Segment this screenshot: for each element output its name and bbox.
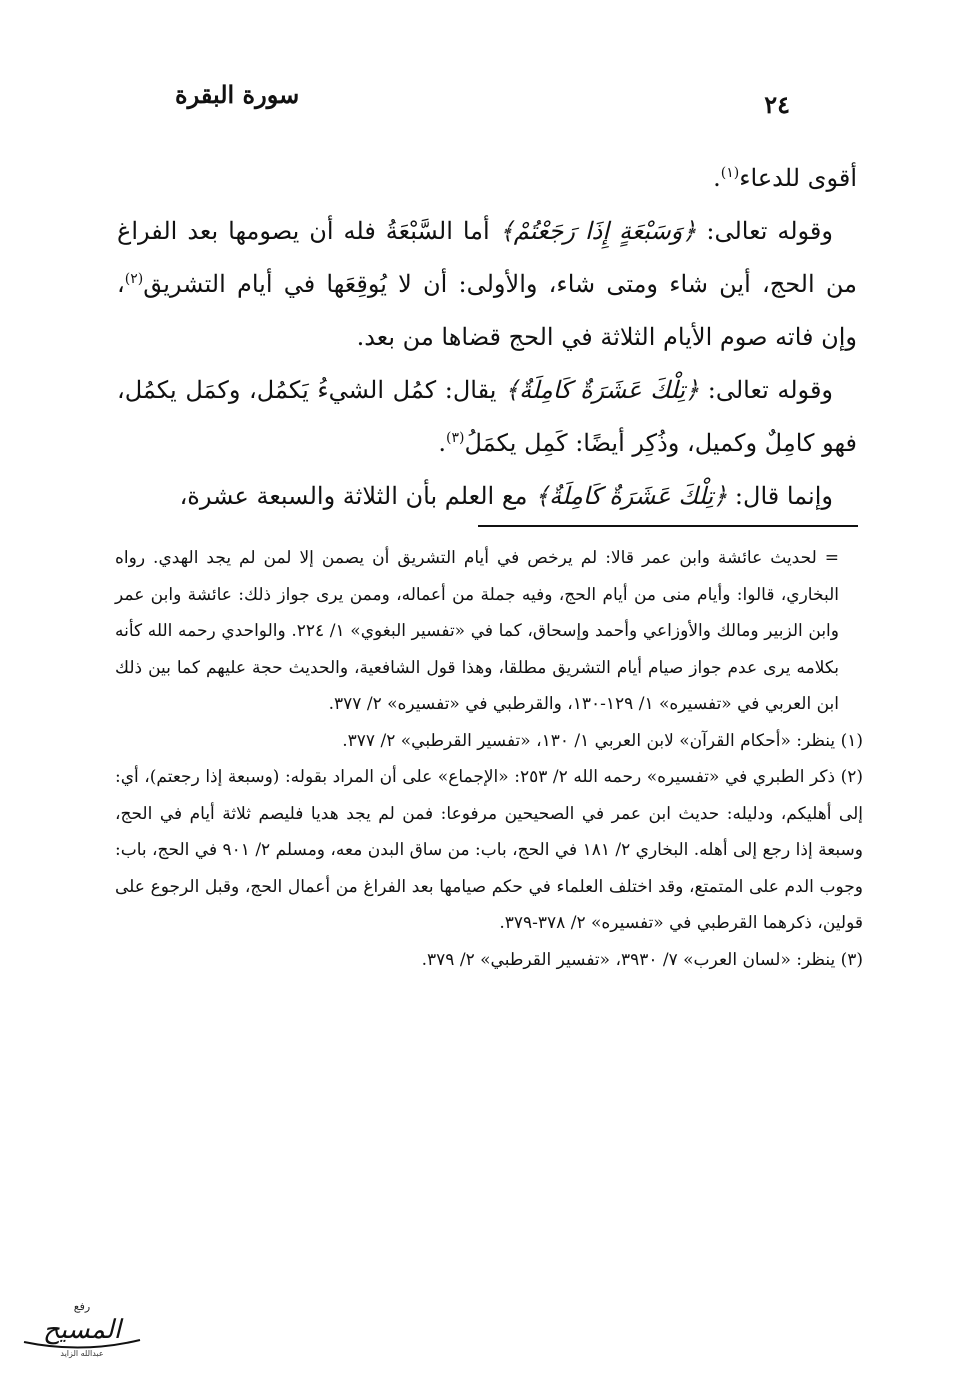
footnote-ref-2[interactable]: (٢) — [124, 271, 144, 287]
paragraph-3-intro: وقوله تعالى: — [699, 376, 834, 404]
paragraph-2-body: أما السَّبْعَةُ فله أن يصومها بعد الفراغ من الحج، أين شاء ومتى شاء، والأولى: أن لا يُوقِعَها في أيام التشريق — [117, 217, 857, 298]
paragraph-3 — [117, 364, 857, 470]
quran-quote: ﴿تِلْكَ عَشَرَةٌ كَامِلَةٌ﴾ — [535, 482, 728, 510]
footnote-ref-1[interactable]: (١) — [720, 165, 740, 181]
footnote-ref-3[interactable]: (٣) — [446, 430, 465, 446]
footnotes — [115, 540, 863, 978]
logo-top-text: رفع — [73, 1300, 91, 1313]
paragraph-4-intro: وإنما قال: — [727, 482, 833, 510]
quran-quote: ﴿تِلْكَ عَشَرَةٌ كَامِلَةٌ﴾ — [505, 376, 700, 404]
paragraph-2 — [117, 205, 857, 364]
page-header — [0, 78, 975, 128]
paragraph-1-end: . — [713, 164, 721, 192]
paragraph-2-end: ، وإن فاته صوم الأيام الثلاثة في الحج قضاها من بعد. — [117, 270, 857, 351]
main-text — [117, 152, 857, 523]
running-title: سورة البقرة — [175, 80, 300, 109]
paragraph-1 — [117, 152, 857, 205]
footnote-3: (٣) ينظر: «لسان العرب» ٧/ ٣٩٣٠، «تفسير القرطبي» ٢/ ٣٧٩. — [421, 949, 863, 970]
paragraph-3-end: . — [438, 429, 447, 457]
paragraph-1-text: أقوى للدعاء — [739, 164, 857, 192]
paragraph-4 — [117, 470, 857, 523]
quran-quote: ﴿وَسَبْعَةٍ إِذَا رَجَعْتُمْ﴾ — [499, 217, 697, 245]
paragraph-3-body: يقال: كمُل الشيءُ يَكمُل، وكمَل يكمُل، فهو كامِلٌ وكميل، وذُكِر أيضًا: كَمِل يكمَلُ — [117, 376, 857, 457]
footnote-1: (١) ينظر: «أحكام القرآن» لابن العربي ١/ ١٣٠، «تفسير القرطبي» ٢/ ٣٧٧. — [342, 730, 863, 751]
paragraph-2-intro: وقوله تعالى: — [696, 217, 833, 245]
page-number: ٢٤ — [764, 90, 790, 119]
logo-main-text: المسيح — [43, 1315, 121, 1345]
logo-small-text: عبدالله الزايد — [60, 1349, 104, 1358]
publisher-logo — [12, 1296, 152, 1360]
footnote-continuation: = لحديث عائشة وابن عمر قالا: لم يرخص في أيام التشريق أن يصمن إلا لمن لم يجد الهدي. رواه البخاري، قالوا: وأيام منى من أيام الحج، وفيه جملة من أعماله، وممن يرى جواز ذلك: عائشة وابن عمر وابن الزبير ومالك والأوزاعي وأحمد وإسحاق، كما في «تفسير البغوي» ١/ ٢٢٤. والواحدي رحمه الله كأنه بكلامه يرى عدم جواز صيام أيام التشريق مطلقا، وهذا قول الشافعية، والحديث حجة عليهم كما بين ذلك ابن العربي في «تفسيره» ١/ ١٢٩-١٣٠، والقرطبي في «تفسيره» ٢/ ٣٧٧. — [115, 548, 839, 714]
footnote-divider — [478, 525, 858, 527]
paragraph-4-body: مع العلم بأن الثلاثة والسبعة عشرة، — [179, 482, 536, 510]
footnote-2: (٢) ذكر الطبري في «تفسيره» رحمه الله ٢/ ٢٥٣: «الإجماع» على أن المراد بقوله: (وسبعة إذا رجعتم)، أي: إلى أهليكم، ودليله: حديث ابن عمر في الصحيحين مرفوعا: فمن لم يجد هديا فليصم ثلاثة أيام في الحج، وسبعة إذا رجع إلى أهله. البخاري ٢/ ١٨١ في الحج، باب: من ساق البدن معه، ومسلم ٢/ ٩٠١ في الحج، باب: وجوب الدم على المتمتع، وقد اختلف العلماء في حكم صيامها بعد الفراغ من أعمال الحج، وقبل الرجوع على قولين، ذكرهما القرطبي في «تفسيره» ٢/ ٣٧٨-٣٧٩. — [115, 767, 864, 933]
